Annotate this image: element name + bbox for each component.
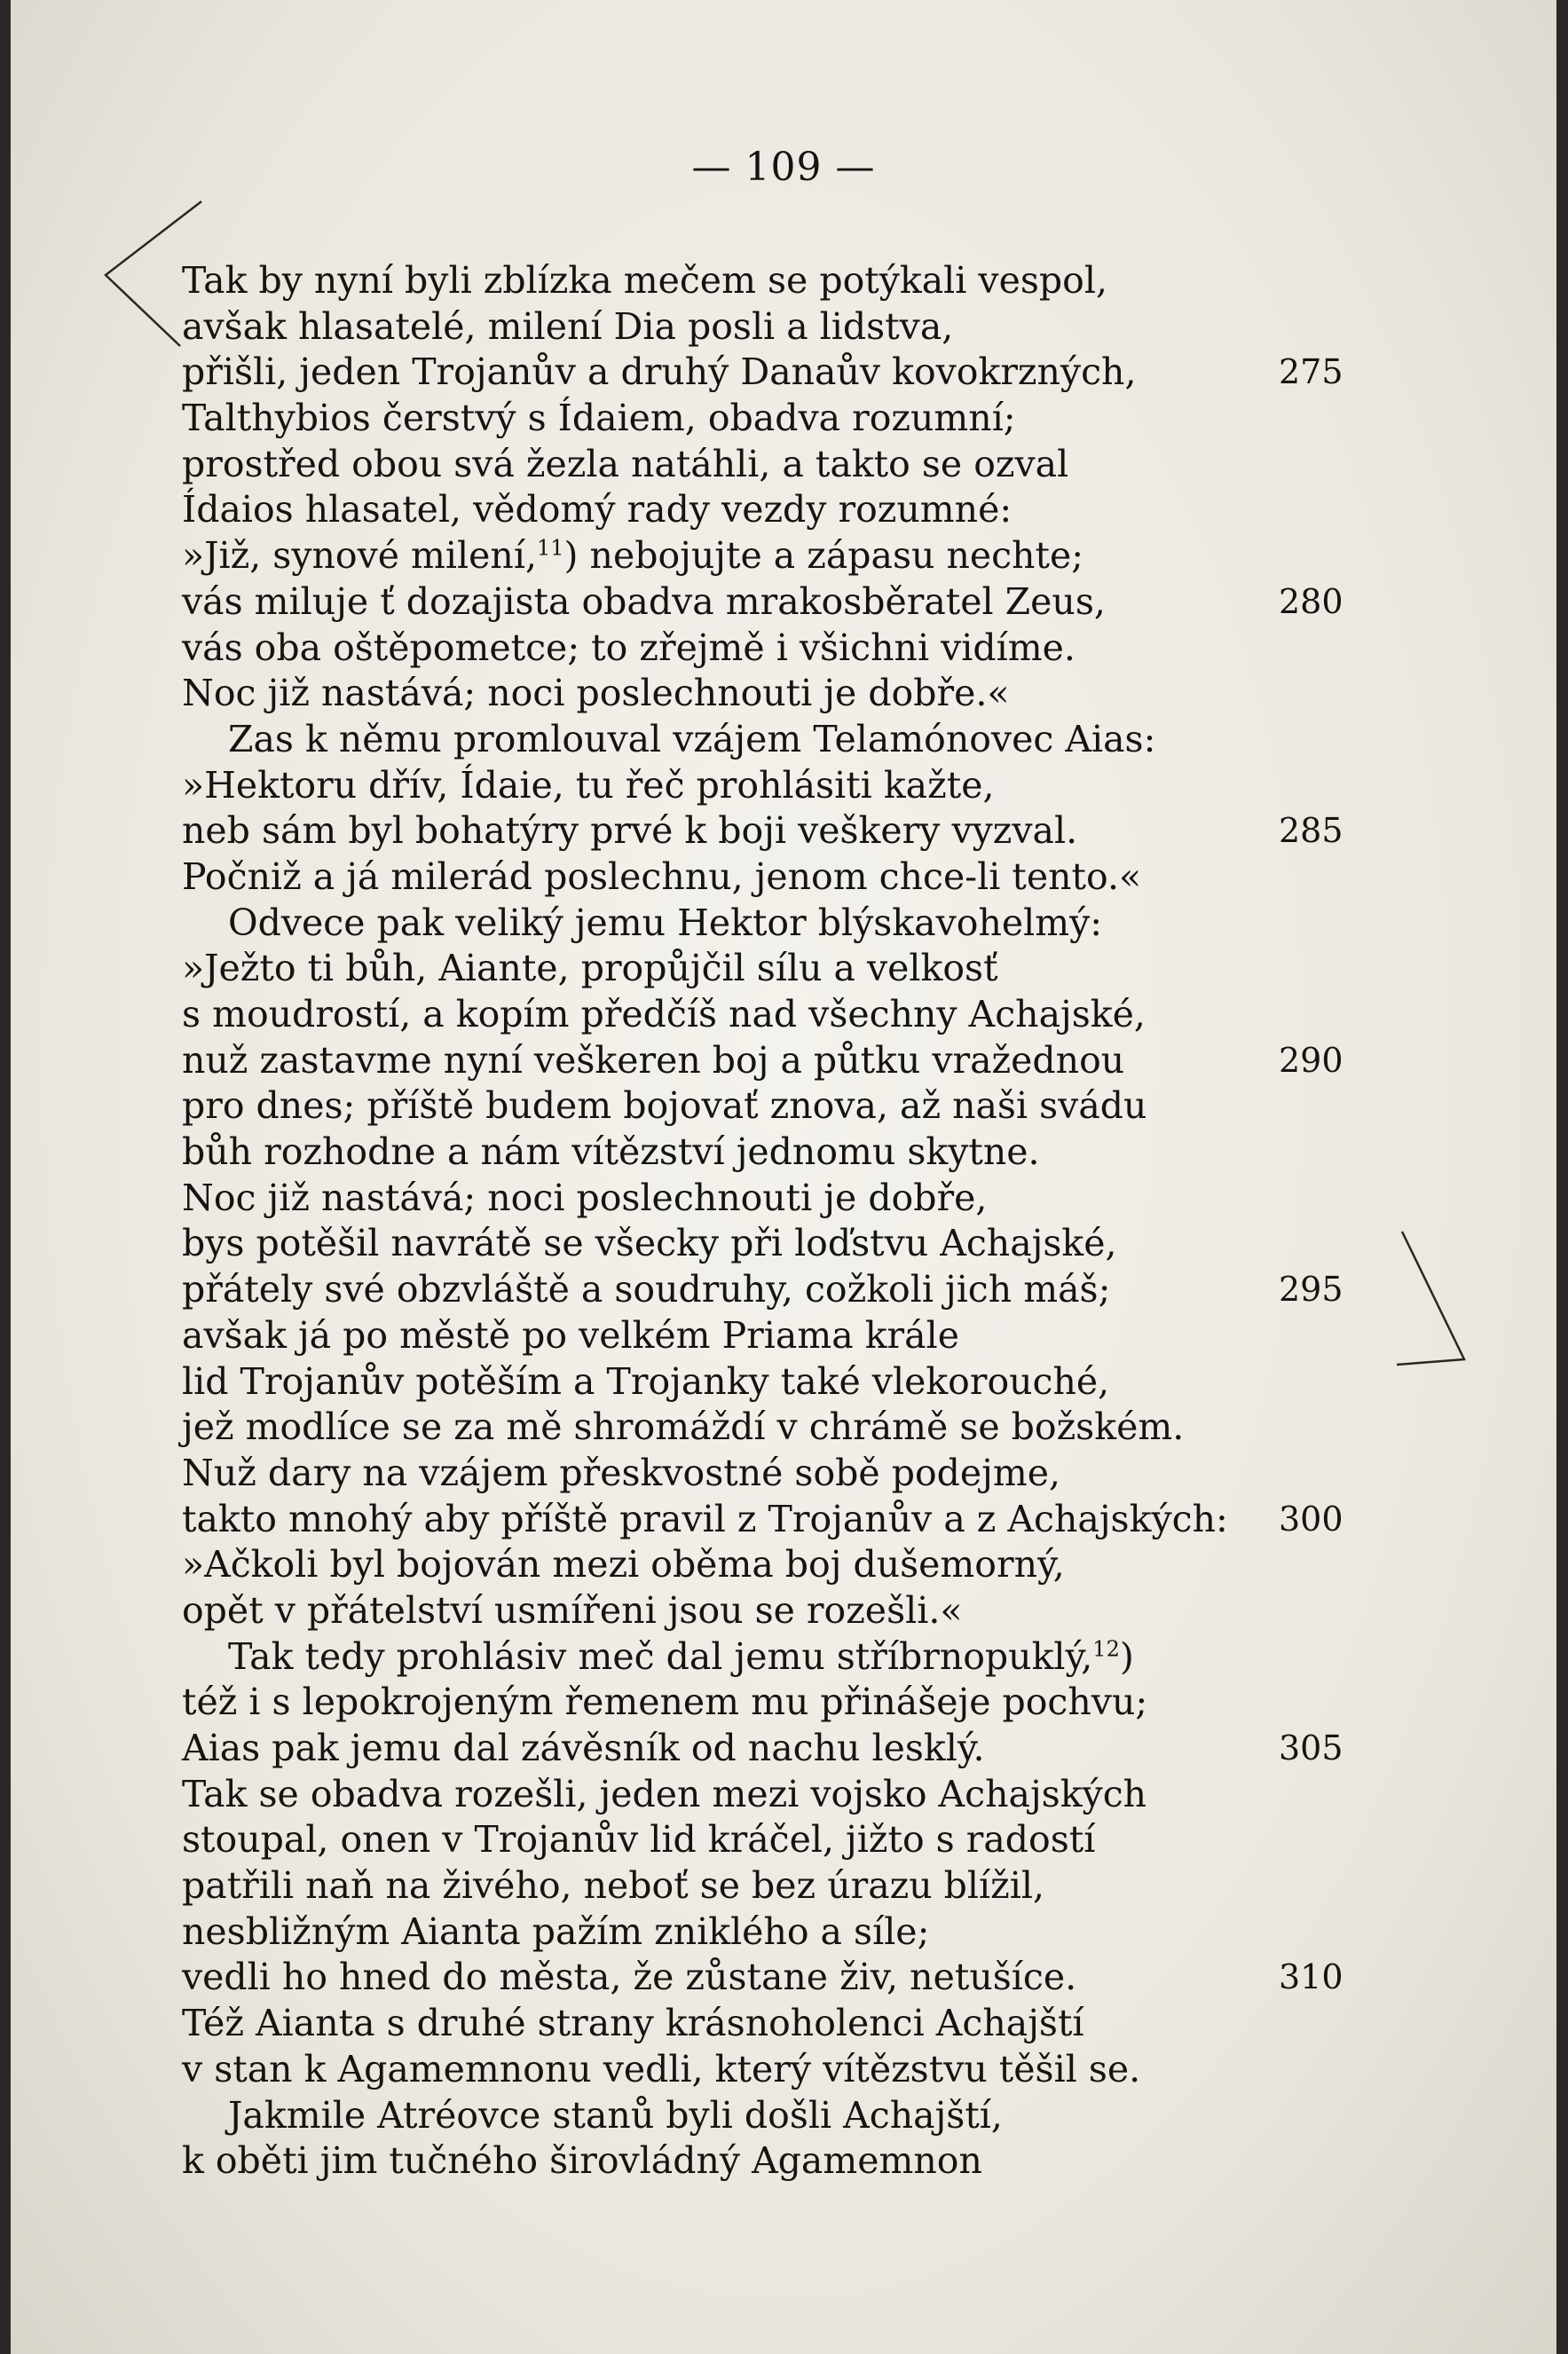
book-page <box>11 0 1556 2354</box>
verse-line-text: stoupal, onen v Trojanův lid kráčel, jižto s radostí <box>182 1818 1096 1862</box>
verse-line-text: Tak se obadva rozešli, jeden mezi vojsko Achajských <box>182 1772 1147 1815</box>
line-number: 305 <box>1279 1728 1343 1767</box>
verse-line-text: avšak já po městě po velkém Priama krále <box>182 1313 959 1357</box>
verse-line-text: opět v přátelství usmířeni jsou se rozešli.« <box>182 1588 963 1632</box>
verse-line-text: lid Trojanův potěším a Trojanky také vlekorouché, <box>182 1359 1110 1403</box>
line-number: 295 <box>1279 1270 1343 1310</box>
verse-line <box>182 1497 1371 1543</box>
verse-line <box>182 1817 1371 1863</box>
verse-line-text: k oběti jim tučného širovládný Agamemnon <box>182 2139 982 2183</box>
line-number: 275 <box>1279 352 1343 392</box>
footnote-marker: 12 <box>1092 1635 1120 1661</box>
line-number: 290 <box>1279 1040 1343 1080</box>
verse-line-text: v stan k Agamemnonu vedli, který vítězstvu těšil se. <box>182 2047 1141 2090</box>
verse-line-text: s moudrostí, a kopím předčíš nad všechny Achajské, <box>182 993 1146 1035</box>
line-number: 280 <box>1279 581 1343 621</box>
verse-line <box>182 304 1371 350</box>
verse-line <box>182 1955 1371 2001</box>
line-number: 285 <box>1279 811 1343 851</box>
verse-line-text: přátely své obzvláště a soudruhy, cožkoli jich máš; <box>182 1268 1111 1311</box>
verse-line-text: Ídaios hlasatel, vědomý rady vezdy rozumné: <box>182 488 1013 531</box>
verse-line-text: vás miluje ť dozajista obadva mrakosběratel Zeus, <box>182 579 1106 623</box>
verse-line <box>182 396 1371 442</box>
verse-line <box>182 579 1371 626</box>
verse-line <box>182 258 1371 304</box>
verse-line <box>182 1634 1371 1681</box>
verse-line-text: vás oba oštěpometce; to zřejmě i všichni vidíme. <box>182 626 1076 669</box>
verse-line-text: Aias pak jemu dal závěsník od nachu lesklý. <box>182 1727 985 1769</box>
verse-line <box>182 487 1371 533</box>
verse-line-text: vedli ho hned do města, že zůstane živ, netušíce. <box>182 1956 1077 1999</box>
verse-line-text: bůh rozhodne a nám vítězství jednomu skytne. <box>182 1130 1040 1174</box>
verse-line <box>182 992 1371 1038</box>
verse-line <box>182 946 1371 992</box>
verse-line-text: »Již, synové milení, <box>182 534 537 578</box>
verse-line-text: Počniž a já milerád poslechnu, jenom chce-li tento.« <box>182 854 1142 898</box>
verse-line <box>182 1313 1371 1359</box>
verse-line <box>182 1680 1371 1726</box>
verse-line <box>182 2093 1371 2139</box>
verse-line-text-continued: ) <box>1119 1634 1134 1678</box>
verse-line-text: takto mnohý aby příště pravil z Trojanův a z Achajských: <box>182 1497 1228 1540</box>
verse-line <box>182 1359 1371 1405</box>
verse-line <box>182 901 1371 947</box>
verse-line <box>182 626 1371 672</box>
verse-line-text: Též Aianta s druhé strany krásnoholenci Achajští <box>182 2002 1084 2045</box>
verse-line <box>182 1542 1371 1588</box>
verse-line-text: pro dnes; příště budem bojovať znova, až naši svádu <box>182 1084 1147 1128</box>
verse-line-text: Jakmile Atréovce stanů byli došli Achajští, <box>228 2093 1003 2137</box>
verse-line-text: nuž zastavme nyní veškeren boj a půtku vražednou <box>182 1038 1125 1082</box>
verse-line <box>182 442 1371 488</box>
line-number: 310 <box>1279 1957 1343 1997</box>
verse-line-text: prostřed obou svá žezla natáhli, a takto se ozval <box>182 442 1069 485</box>
line-number: 300 <box>1279 1499 1343 1539</box>
verse-line <box>182 854 1371 901</box>
verse-line-text: avšak hlasatelé, milení Dia posli a lidstva, <box>182 304 954 348</box>
verse-line-text: Nuž dary na vzájem přeskvostné sobě podejme, <box>182 1451 1061 1494</box>
verse-line-text: »Ježto ti bůh, Aiante, propůjčil sílu a velkosť <box>182 947 998 990</box>
verse-line <box>182 533 1371 579</box>
verse-line <box>182 1772 1371 1818</box>
verse-line <box>182 1176 1371 1222</box>
verse-line <box>182 1083 1371 1130</box>
verse-line <box>182 1863 1371 1909</box>
verse-line-text: Odvece pak veliký jemu Hektor blýskavohelmý: <box>228 901 1103 944</box>
footnote-marker: 11 <box>536 535 564 561</box>
verse-line-text: Noc již nastává; noci poslechnouti je dobře, <box>182 1176 988 1219</box>
verse-line <box>182 2138 1371 2185</box>
verse-line-text: přišli, jeden Trojanův a druhý Danaův kovokrzných, <box>182 350 1137 394</box>
verse-line <box>182 1405 1371 1451</box>
verse-line <box>182 717 1371 763</box>
verse-line <box>182 1909 1371 1956</box>
verse-line <box>182 2047 1371 2093</box>
verse-line-text: nesbližným Aianta pažím zniklého a síle; <box>182 1909 930 1953</box>
verse-line-text: jež modlíce se za mě shromáždí v chrámě se božském. <box>182 1405 1185 1449</box>
verse-line <box>182 1130 1371 1176</box>
verse-line <box>182 1451 1371 1497</box>
verse-line <box>182 763 1371 809</box>
verse-line <box>182 2001 1371 2047</box>
verse-line <box>182 1038 1371 1084</box>
verse-line-text: neb sám byl bohatýry prvé k boji veškery vyzval. <box>182 809 1078 853</box>
verse-line-text: Tak tedy prohlásiv meč dal jemu stříbrnopuklý, <box>228 1634 1093 1678</box>
margin-bracket-right-mark <box>1395 1224 1484 1375</box>
verse-line-text: »Hektoru dřív, Ídaie, tu řeč prohlásiti kažte, <box>182 763 995 807</box>
verse-line-text: patřili naň na živého, neboť se bez úrazu blížil, <box>182 1864 1045 1908</box>
verse-line-text-continued: ) nebojujte a zápasu nechte; <box>563 534 1084 578</box>
verse-line <box>182 350 1371 396</box>
verse-line <box>182 1267 1371 1313</box>
verse-line-text: Tak by nyní byli zblízka mečem se potýkali vespol, <box>182 259 1107 302</box>
verse-line-text: bys potěšil navrátě se všecky při loďstvu Achajské, <box>182 1222 1117 1265</box>
verse-line <box>182 808 1371 854</box>
verse-line <box>182 671 1371 717</box>
page-number: — 109 — <box>691 145 876 190</box>
verse-line-text: Noc již nastává; noci poslechnouti je dobře.« <box>182 672 1010 715</box>
verse-line-text: též i s lepokrojeným řemenem mu přinášeje pochvu; <box>182 1681 1148 1724</box>
verse-line-text: Talthybios čerstvý s Ídaiem, obadva rozumní; <box>182 397 1016 440</box>
verse-line <box>182 1221 1371 1267</box>
verse-text <box>182 258 1371 2185</box>
verse-line-text: »Ačkoli byl bojován mezi oběma boj dušemorný, <box>182 1543 1065 1586</box>
verse-line <box>182 1726 1371 1772</box>
verse-line <box>182 1588 1371 1634</box>
verse-line-text: Zas k němu promlouval vzájem Telamónovec Aias: <box>228 717 1156 760</box>
